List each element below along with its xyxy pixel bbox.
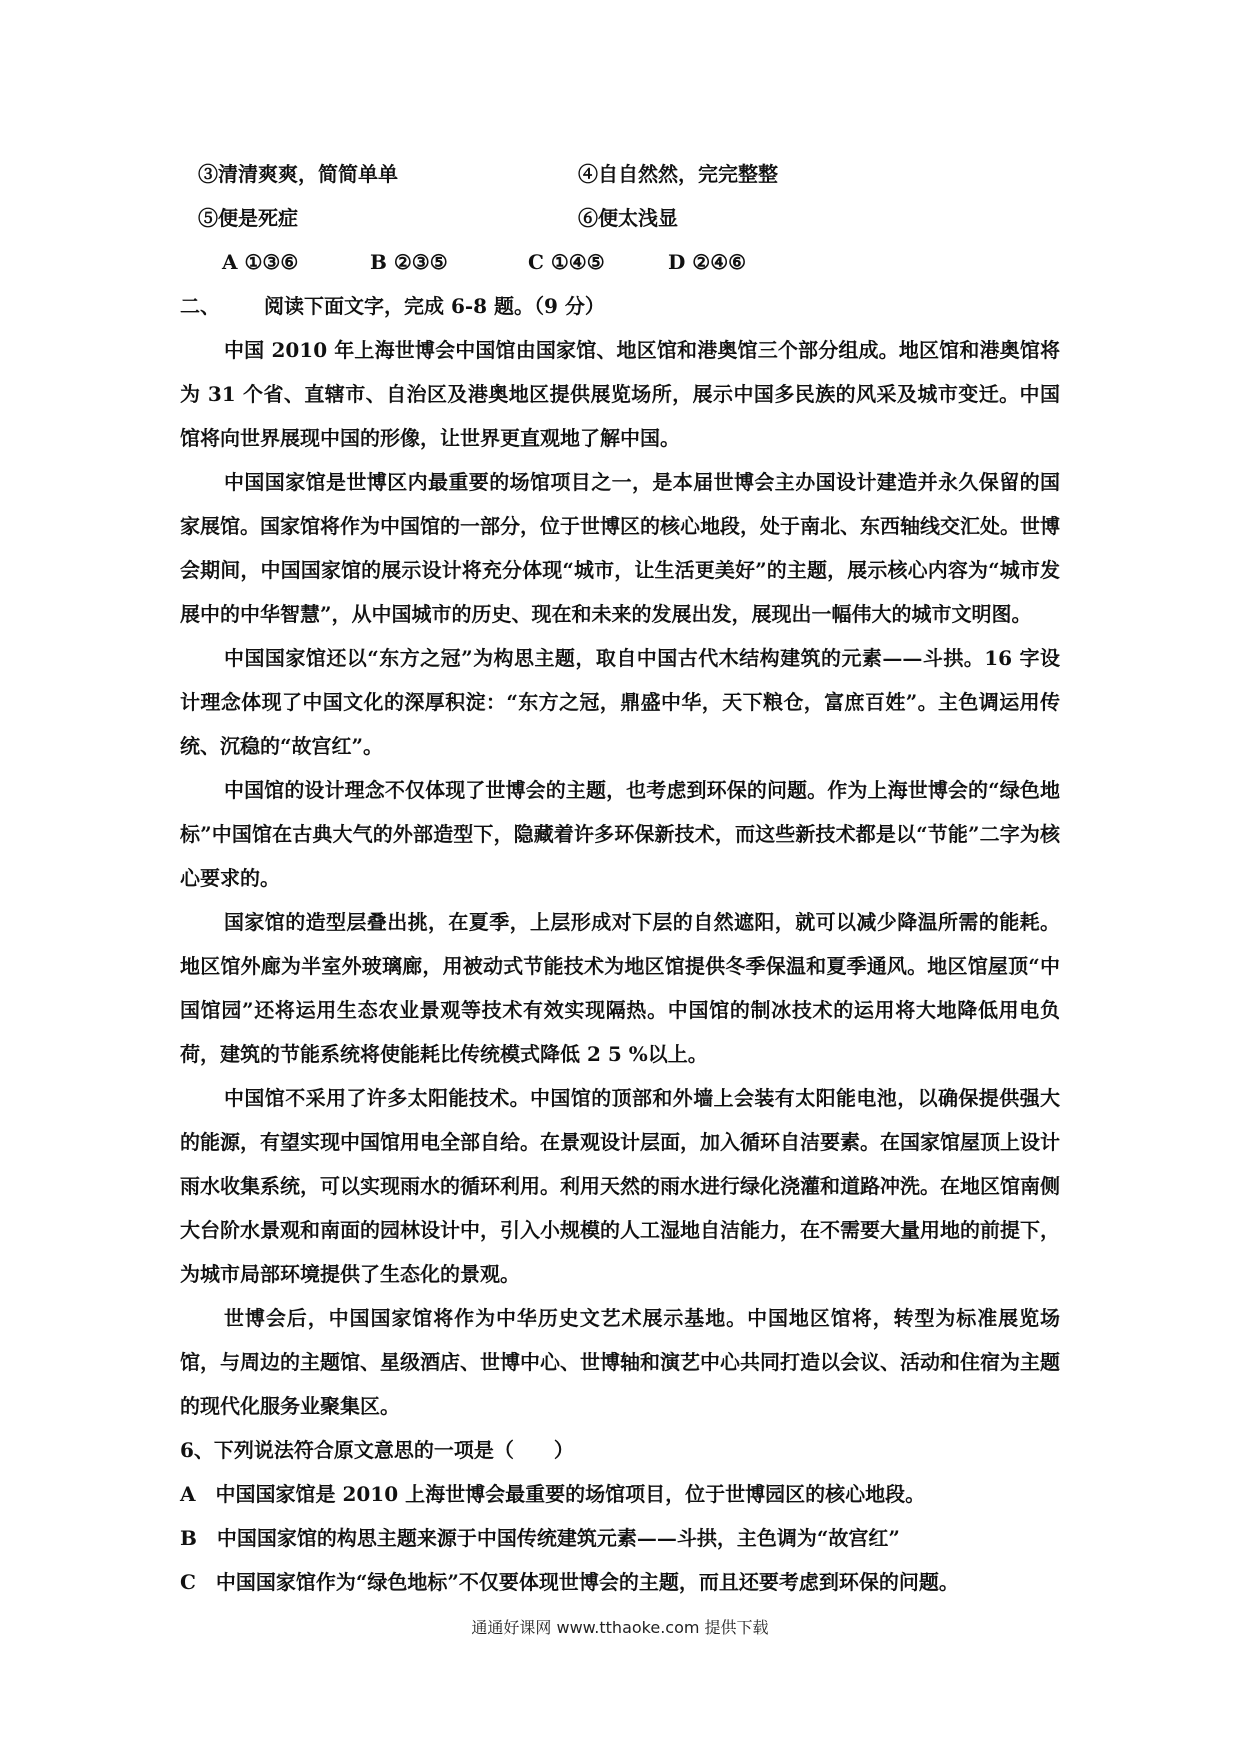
- option-4: ④自自然然，完完整整: [578, 162, 778, 186]
- answer-c: C ①④⑤: [528, 250, 605, 274]
- question-6-choice-c: C 中国国家馆作为“绿色地标”不仅要体现世博会的主题，而且还要考虑到环保的问题。: [180, 1570, 959, 1594]
- option-6: ⑥便太浅显: [578, 206, 678, 230]
- option-row-2: [198, 196, 678, 240]
- option-row-1: [198, 152, 778, 196]
- passage-paragraph-4: 中国馆的设计理念不仅体现了世博会的主题，也考虑到环保的问题。作为上海世博会的“绿色地标”中国馆在古典大气的外部造型下，隐藏着许多环保新技术，而这些新技术都是以“节能”二字为核心要求的。: [180, 778, 1060, 890]
- question-6-choice-b: B 中国国家馆的构思主题来源于中国传统建筑元素——斗拱，主色调为“故宫红”: [180, 1526, 900, 1550]
- passage-paragraph-3: 中国国家馆还以“东方之冠”为构思主题，取自中国古代木结构建筑的元素——斗拱。16 字设计理念体现了中国文化的深厚积淀：“东方之冠，鼎盛中华，天下粮仓，富庶百姓”。主色调运用传统、沉稳的“故宫红”。: [180, 646, 1060, 758]
- option-5: ⑤便是死症: [198, 206, 298, 230]
- reading-passage: [180, 328, 1060, 1604]
- page-footer: 通通好课网 www.tthaoke.com 提供下载: [471, 1618, 769, 1637]
- passage-paragraph-6: 中国馆不采用了许多太阳能技术。中国馆的顶部和外墙上会装有太阳能电池，以确保提供强大的能源，有望实现中国馆用电全部自给。在景观设计层面，加入循环自洁要素。在国家馆屋顶上设计雨水收集系统，可以实现雨水的循环利用。利用天然的雨水进行绿化浇灌和道路冲洗。在地区馆南侧大台阶水景观和南面的园林设计中，引入小规模的人工湿地自洁能力，在不需要大量用地的前提下，为城市局部环境提供了生态化的景观。: [180, 1086, 1060, 1286]
- passage-paragraph-2: 中国国家馆是世博区内最重要的场馆项目之一，是本届世博会主办国设计建造并永久保留的国家展馆。国家馆将作为中国馆的一部分，位于世博区的核心地段，处于南北、东西轴线交汇处。世博会期间，中国国家馆的展示设计将充分体现“城市，让生活更美好”的主题，展示核心内容为“城市发展中的中华智慧”，从中国城市的历史、现在和未来的发展出发，展现出一幅伟大的城市文明图。: [180, 470, 1060, 626]
- option-3: ③清清爽爽，简简单单: [198, 162, 398, 186]
- passage-paragraph-1: 中国 2010 年上海世博会中国馆由国家馆、地区馆和港奥馆三个部分组成。地区馆和港奥馆将为 31 个省、直辖市、自治区及港奥地区提供展览场所，展示中国多民族的风采及城市变迁。中国馆将向世界展现中国的形像，让世界更直观地了解中国。: [180, 338, 1060, 450]
- passage-paragraph-5: 国家馆的造型层叠出挑，在夏季，上层形成对下层的自然遮阳，就可以减少降温所需的能耗。地区馆外廊为半室外玻璃廊，用被动式节能技术为地区馆提供冬季保温和夏季通风。地区馆屋顶“中国馆园”还将运用生态农业景观等技术有效实现隔热。中国馆的制冰技术的运用将大地降低用电负荷，建筑的节能系统将使能耗比传统模式降低 2 5 %以上。: [180, 910, 1060, 1066]
- question-6-choice-a: A 中国国家馆是 2010 上海世博会最重要的场馆项目，位于世博园区的核心地段。: [180, 1482, 926, 1506]
- answer-b: B ②③⑤: [370, 250, 448, 274]
- question-6-stem: 6、下列说法符合原文意思的一项是（ ）: [180, 1438, 574, 1462]
- answer-d: D ②④⑥: [668, 250, 747, 274]
- section-number: 二、: [180, 294, 220, 318]
- section-title: 阅读下面文字，完成 6-8 题。（9 分）: [264, 294, 605, 318]
- passage-paragraph-7: 世博会后，中国国家馆将作为中华历史文艺术展示基地。中国地区馆将，转型为标准展览场馆，与周边的主题馆、星级酒店、世博中心、世博轴和演艺中心共同打造以会议、活动和住宿为主题的现代化服务业聚集区。: [180, 1306, 1060, 1418]
- answer-a: A ①③⑥: [222, 250, 299, 274]
